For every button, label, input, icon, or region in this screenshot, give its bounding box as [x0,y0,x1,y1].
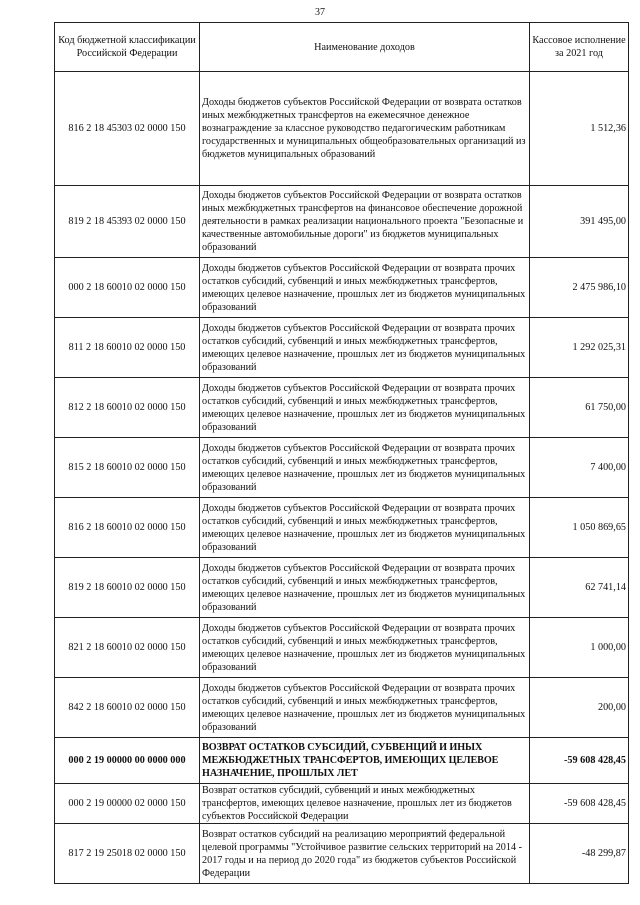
row-sum: -59 608 428,45 [530,784,629,824]
table-row [55,318,629,378]
table-row [55,258,629,318]
table-row [55,618,629,678]
header-sum: Кассовое исполнение за 2021 год [530,23,629,72]
row-sum: 2 475 986,10 [530,258,629,318]
row-sum: 1 000,00 [530,618,629,678]
row-name: Доходы бюджетов субъектов Российской Федерации от возврата прочих остатков субсидий, субвенций и иных межбюджетных трансфертов, имеющих целевое назначение, прошлых лет из бюджетов муниципальных образований [200,258,530,318]
row-name: Доходы бюджетов субъектов Российской Федерации от возврата прочих остатков субсидий, субвенций и иных межбюджетных трансфертов, имеющих целевое назначение, прошлых лет из бюджетов муниципальных образований [200,498,530,558]
header-name: Наименование доходов [200,23,530,72]
table-row [55,784,629,824]
table-row [55,558,629,618]
row-name: Доходы бюджетов субъектов Российской Федерации от возврата остатков иных межбюджетных трансфертов на финансовое обеспечение дорожной деятельности в рамках реализации национального проекта "Безопасные и качественные автомобильные дороги" из бюджетов муниципальных образований [200,186,530,258]
table-row [55,72,629,186]
row-code: 812 2 18 60010 02 0000 150 [55,378,200,438]
row-code: 815 2 18 60010 02 0000 150 [55,438,200,498]
row-name: Доходы бюджетов субъектов Российской Федерации от возврата прочих остатков субсидий, субвенций и иных межбюджетных трансфертов, имеющих целевое назначение, прошлых лет из бюджетов муниципальных образований [200,678,530,738]
header-code: Код бюджетной классификации Российской Федерации [55,23,200,72]
table-row [55,438,629,498]
table-body [55,72,629,884]
row-code: 816 2 18 60010 02 0000 150 [55,498,200,558]
row-sum: -59 608 428,45 [530,738,629,784]
page-number: 37 [315,7,325,18]
row-code: 821 2 18 60010 02 0000 150 [55,618,200,678]
row-name: Доходы бюджетов субъектов Российской Федерации от возврата прочих остатков субсидий, субвенций и иных межбюджетных трансфертов, имеющих целевое назначение, прошлых лет из бюджетов муниципальных образований [200,618,530,678]
row-sum: 200,00 [530,678,629,738]
table-header-row [55,23,629,72]
row-name: Доходы бюджетов субъектов Российской Федерации от возврата прочих остатков субсидий, субвенций и иных межбюджетных трансфертов, имеющих целевое назначение, прошлых лет из бюджетов муниципальных образований [200,438,530,498]
table-row [55,824,629,884]
row-sum: 391 495,00 [530,186,629,258]
row-name: ВОЗВРАТ ОСТАТКОВ СУБСИДИЙ, СУБВЕНЦИЙ И ИНЫХ МЕЖБЮДЖЕТНЫХ ТРАНСФЕРТОВ, ИМЕЮЩИХ ЦЕЛЕВОЕ НАЗНАЧЕНИЕ, ПРОШЛЫХ ЛЕТ [200,738,530,784]
row-sum: 7 400,00 [530,438,629,498]
row-sum: 1 050 869,65 [530,498,629,558]
row-name: Доходы бюджетов субъектов Российской Федерации от возврата прочих остатков субсидий, субвенций и иных межбюджетных трансфертов, имеющих целевое назначение, прошлых лет из бюджетов муниципальных образований [200,318,530,378]
table-row [55,678,629,738]
row-name: Доходы бюджетов субъектов Российской Федерации от возврата прочих остатков субсидий, субвенций и иных межбюджетных трансфертов, имеющих целевое назначение, прошлых лет из бюджетов муниципальных образований [200,378,530,438]
table-row [55,498,629,558]
table-row [55,738,629,784]
row-code: 819 2 18 45393 02 0000 150 [55,186,200,258]
row-code: 816 2 18 45303 02 0000 150 [55,72,200,186]
row-sum: -48 299,87 [530,824,629,884]
row-sum: 1 292 025,31 [530,318,629,378]
row-name: Доходы бюджетов субъектов Российской Федерации от возврата прочих остатков субсидий, субвенций и иных межбюджетных трансфертов, имеющих целевое назначение, прошлых лет из бюджетов муниципальных образований [200,558,530,618]
row-code: 842 2 18 60010 02 0000 150 [55,678,200,738]
row-name: Возврат остатков субсидий на реализацию мероприятий федеральной целевой программы "Устойчивое развитие сельских территорий на 2014 - 2017 годы и на период до 2020 года" из бюджетов субъектов Российской Федерации [200,824,530,884]
row-code: 819 2 18 60010 02 0000 150 [55,558,200,618]
row-sum: 61 750,00 [530,378,629,438]
row-code: 817 2 19 25018 02 0000 150 [55,824,200,884]
revenue-table [54,22,629,884]
row-name: Доходы бюджетов субъектов Российской Федерации от возврата остатков иных межбюджетных трансфертов на ежемесячное денежное вознаграждение за классное руководство педагогическим работникам государственных и муниципальных общеобразовательных организаций из бюджетов муниципальных образований [200,72,530,186]
row-code: 000 2 19 00000 00 0000 000 [55,738,200,784]
row-sum: 1 512,36 [530,72,629,186]
table-row [55,186,629,258]
row-sum: 62 741,14 [530,558,629,618]
table-row [55,378,629,438]
row-code: 811 2 18 60010 02 0000 150 [55,318,200,378]
row-code: 000 2 19 00000 02 0000 150 [55,784,200,824]
row-name: Возврат остатков субсидий, субвенций и иных межбюджетных трансфертов, имеющих целевое назначение, прошлых лет из бюджетов субъектов Российской Федерации [200,784,530,824]
row-code: 000 2 18 60010 02 0000 150 [55,258,200,318]
